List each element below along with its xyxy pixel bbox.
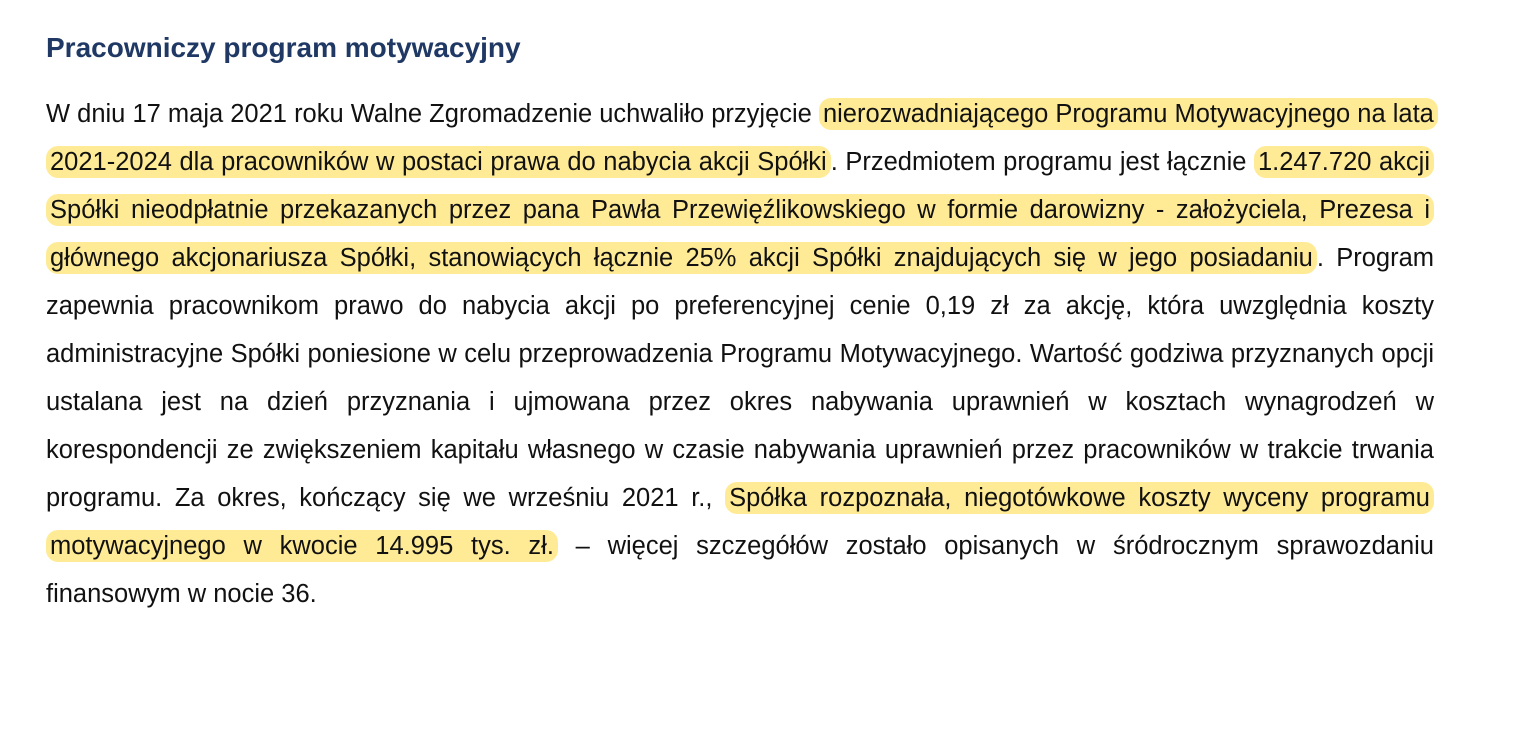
section-heading: Pracowniczy program motywacyjny — [46, 32, 521, 63]
highlighted-text: nierozwadniającego Programu Motywacyjnego na lata 2021-2024 dla pracowników w postaci prawa do nabycia akcji Spółki — [46, 98, 1438, 178]
document-page — [46, 28, 1434, 618]
text-segment: . Program zapewnia pracownikom prawo do nabycia akcji po preferencyjnej cenie 0,19 zł za akcję, która uwzględnia koszty administracyjne Spółki poniesione w celu przeprowadzenia Programu Motywacyjnego. Wartość godziwa przyznanych opcji ustalana jest na dzień przyznania i ujmowana przez okres nabywania uprawnień w kosztach wynagrodzeń w korespondencji ze zwiększeniem kapitału własnego w czasie nabywania uprawnień przez pracowników w trakcie trwania programu. Za okres, kończący się we wrześniu 2021 r., — [46, 244, 1434, 512]
text-segment: – więcej szczegółów zostało opisanych w śródrocznym sprawozdaniu finansowym w nocie 36. — [46, 532, 1434, 608]
highlighted-text: Spółka rozpoznała, niegotówkowe koszty wyceny programu motywacyjnego w kwocie 14.995 tys. zł. — [46, 482, 1434, 562]
body-paragraph — [46, 90, 1434, 618]
highlighted-text: 1.247.720 akcji Spółki nieodpłatnie przekazanych przez pana Pawła Przewięźlikowskiego w formie darowizny - założyciela, Prezesa i głównego akcjonariusza Spółki, stanowiących łącznie 25% akcji Spółki znajdujących się w jego posiadaniu — [46, 146, 1434, 274]
text-segment: . Przedmiotem programu jest łącznie — [830, 148, 1254, 176]
text-segment: W dniu 17 maja 2021 roku Walne Zgromadzenie uchwaliło przyjęcie — [46, 100, 819, 128]
